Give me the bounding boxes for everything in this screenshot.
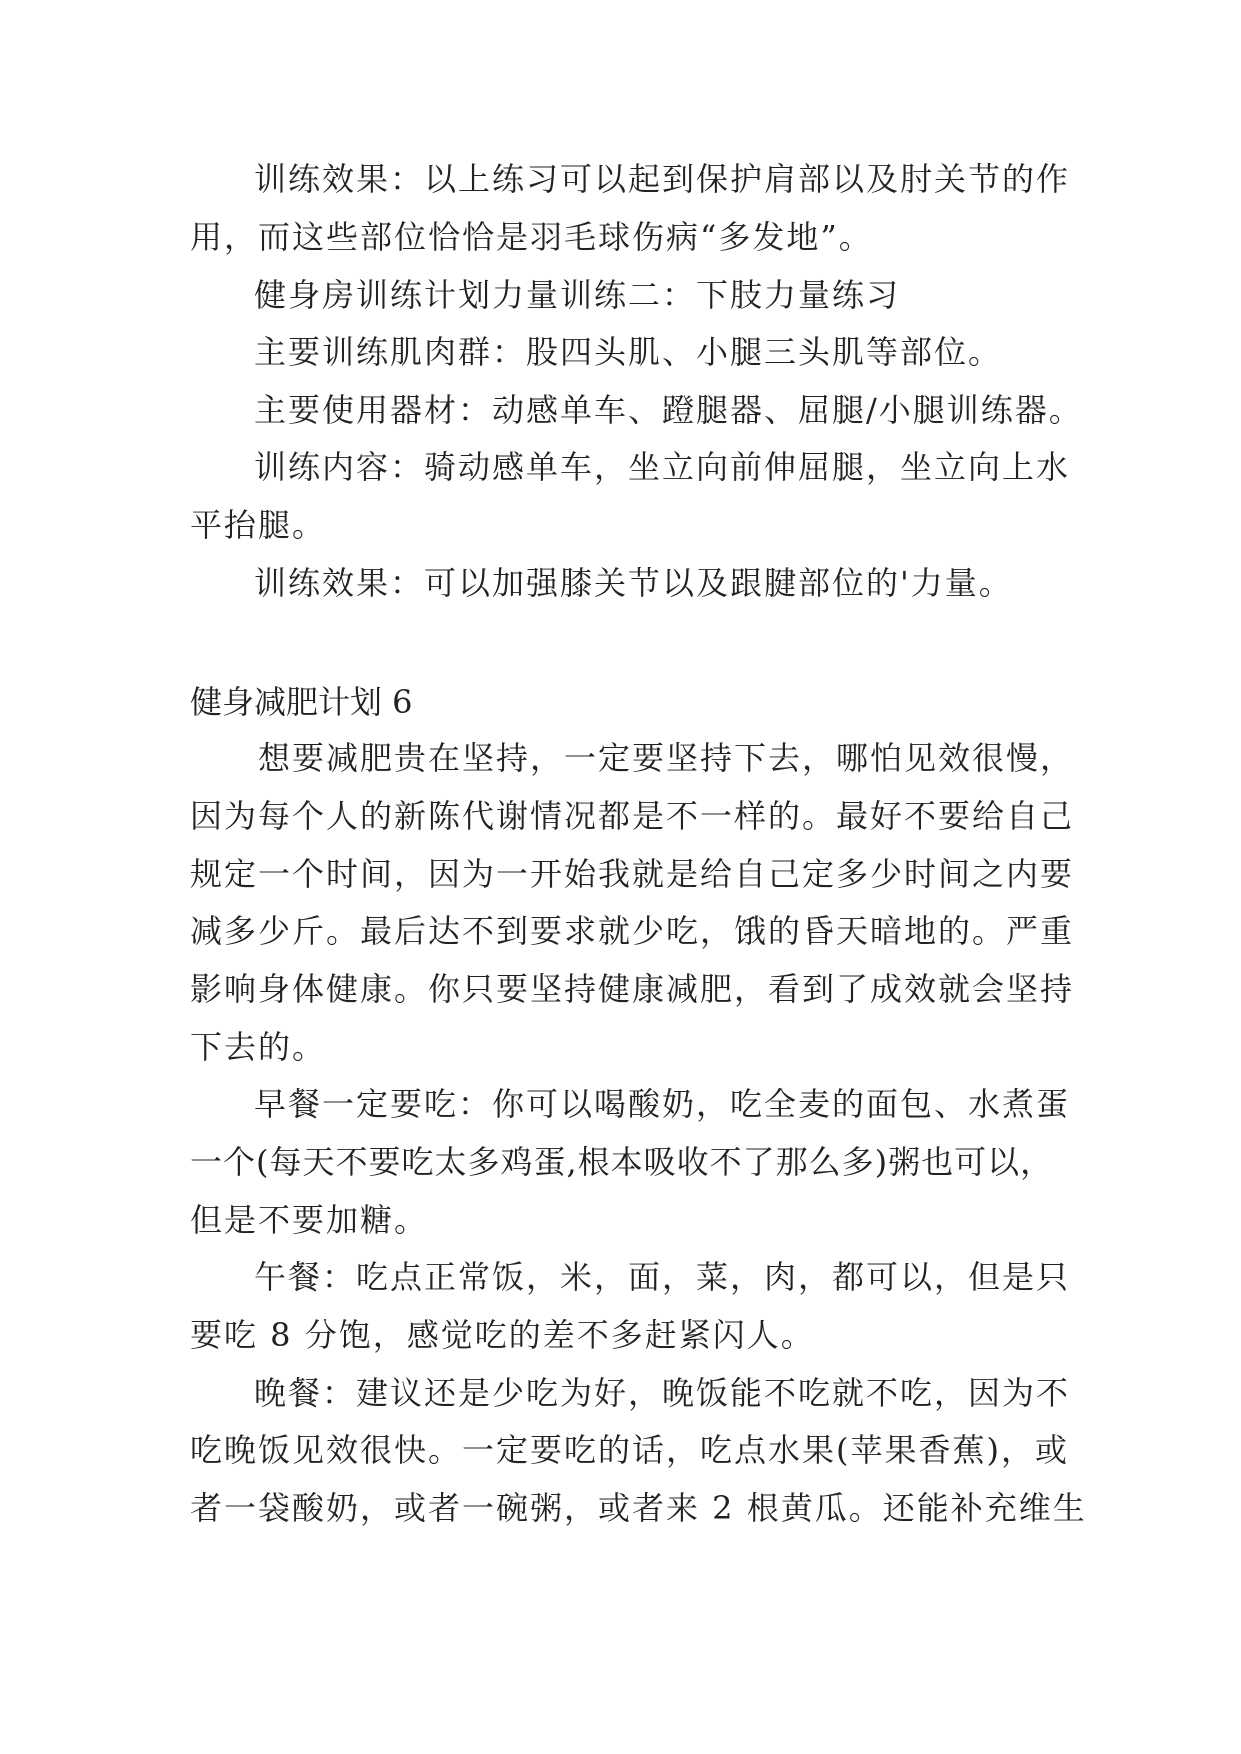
paragraph-line: 者一袋酸奶，或者一碗粥，或者来 2 根黄瓜。还能补充维生 [190,1489,1087,1527]
paragraph-line: 一个(每天不要吃太多鸡蛋,根本吸收不了那么多)粥也可以， [190,1143,1054,1181]
paragraph-line: 因为每个人的新陈代谢情况都是不一样的。最好不要给自己 [190,797,1075,835]
paragraph-line: 训练效果：可以加强膝关节以及跟腱部位的'力量。 [254,564,1013,602]
paragraph-line: 规定一个时间，因为一开始我就是给自己定多少时间之内要 [190,855,1075,893]
paragraph-line: 训练内容：骑动感单车，坐立向前伸屈腿，坐立向上水 [254,448,1071,486]
paragraph-line: 晚餐：建议还是少吃为好，晚饭能不吃就不吃，因为不 [254,1374,1071,1412]
paragraph-line: 想要减肥贵在坚持，一定要坚持下去，哪怕见效很慢， [258,739,1075,777]
paragraph-line: 减多少斤。最后达不到要求就少吃，饿的昏天暗地的。严重 [190,912,1075,950]
paragraph-line: 吃晚饭见效很快。一定要吃的话，吃点水果(苹果香蕉)，或 [190,1431,1069,1469]
paragraph-line: 主要使用器材：动感单车、蹬腿器、屈腿/小腿训练器。 [254,391,1083,429]
paragraph-line: 午餐：吃点正常饭，米，面，菜，肉，都可以，但是只 [254,1258,1071,1296]
paragraph-line: 健身房训练计划力量训练二：下肢力量练习 [254,276,901,314]
paragraph-line: 主要训练肌肉群：股四头肌、小腿三头肌等部位。 [254,333,1003,371]
section-heading: 健身减肥计划 6 [190,683,413,721]
paragraph-line: 要吃 8 分饱，感觉吃的差不多赶紧闪人。 [190,1316,815,1354]
paragraph-line: 影响身体健康。你只要坚持健康减肥，看到了成效就会坚持 [190,970,1075,1008]
paragraph-line: 平抬腿。 [190,506,327,544]
paragraph-line: 但是不要加糖。 [190,1201,429,1239]
paragraph-line: 用，而这些部位恰恰是羽毛球伤病“多发地”。 [190,218,873,256]
paragraph-line: 训练效果：以上练习可以起到保护肩部以及肘关节的作 [254,160,1071,198]
paragraph-line: 下去的。 [190,1028,327,1066]
paragraph-line: 早餐一定要吃：你可以喝酸奶，吃全麦的面包、水煮蛋 [254,1085,1071,1123]
